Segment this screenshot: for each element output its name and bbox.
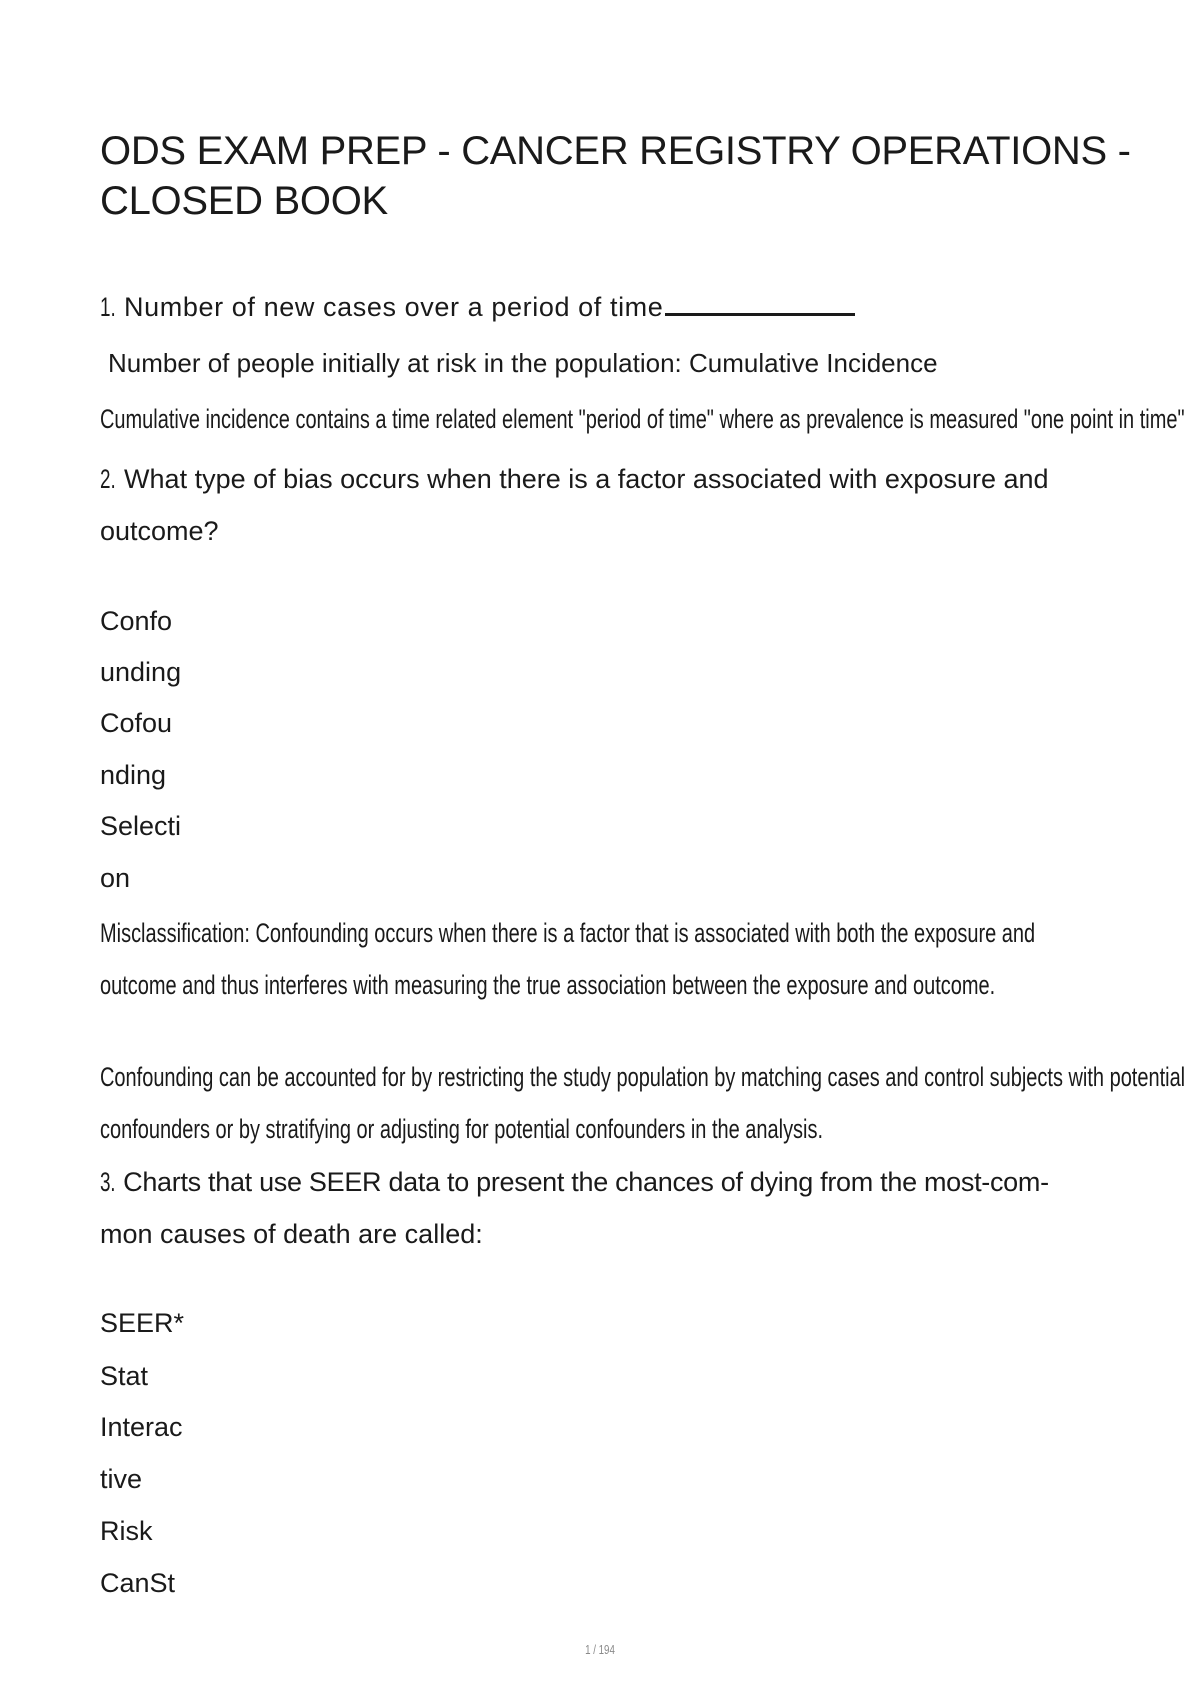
question-3-option: CanSt (100, 1568, 176, 1598)
question-3-option: tive (100, 1464, 143, 1494)
question-2-option: Selecti (100, 811, 182, 841)
question-2-option: Cofou (100, 708, 173, 738)
question-number: 3. (100, 1167, 116, 1197)
question-3 (100, 1165, 1049, 1199)
question-2-explanation: outcome and thus interferes with measuring the true association between the exposure and outcome. (100, 970, 996, 1000)
question-1 (100, 290, 855, 324)
question-2-option: on (100, 863, 131, 893)
question-2-explanation: Confounding can be accounted for by restricting the study population by matching cases and control subjects with potential (100, 1062, 1186, 1092)
question-3-option: Stat (100, 1361, 149, 1391)
question-2-option: nding (100, 760, 167, 790)
page-number: 1 / 194 (585, 1642, 615, 1657)
question-3-option: Risk (100, 1516, 153, 1546)
document-title: ODS EXAM PREP - CANCER REGISTRY OPERATIONS - CLOSED BOOK (100, 129, 1131, 223)
answer-blank (665, 293, 855, 316)
question-3-text-cont: mon causes of death are called: (100, 1219, 483, 1249)
question-text: What type of bias occurs when there is a factor associated with exposure and (124, 464, 1049, 494)
question-2-explanation: Misclassification: Confounding occurs when there is a factor that is associated with both the exposure and (100, 918, 1036, 948)
question-2 (100, 462, 1049, 496)
question-1-explanation: Cumulative incidence contains a time related element "period of time" where as prevalence is measured "one point in time" (100, 404, 1185, 434)
question-2-option: unding (100, 657, 182, 687)
question-2-text-cont: outcome? (100, 516, 219, 546)
question-2-option: Confo (100, 606, 173, 636)
question-number: 1. (100, 292, 116, 322)
question-3-option: Interac (100, 1412, 183, 1442)
question-2-explanation: confounders or by stratifying or adjusting for potential confounders in the analysis. (100, 1114, 824, 1144)
question-text: Charts that use SEER data to present the chances of dying from the most-com- (123, 1167, 1049, 1197)
question-number: 2. (100, 464, 116, 494)
question-3-option: SEER* (100, 1308, 185, 1338)
question-1-answer: Number of people initially at risk in the population: Cumulative Incidence (108, 348, 938, 378)
question-text: Number of new cases over a period of time (124, 292, 664, 322)
